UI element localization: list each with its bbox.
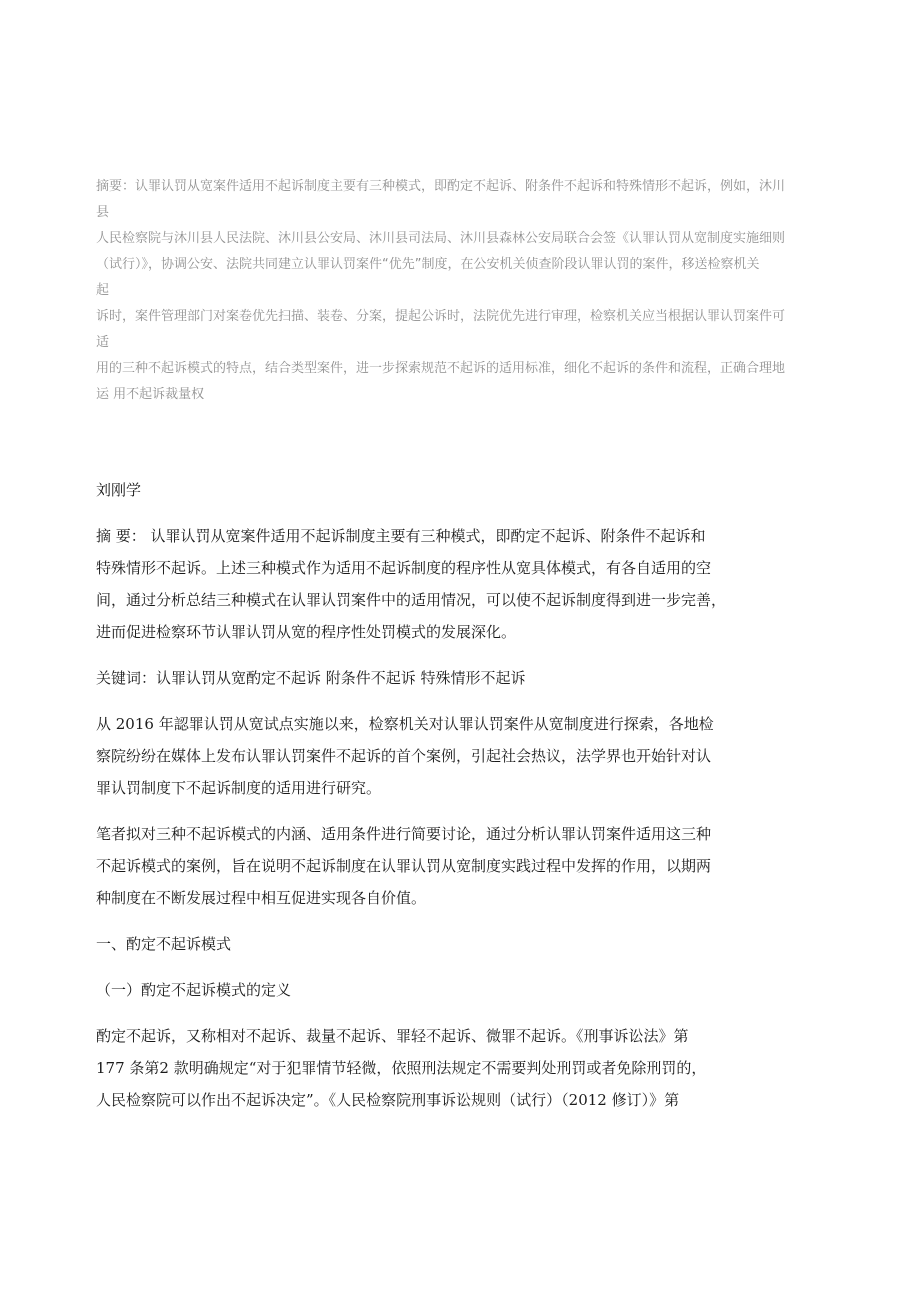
- definition-paragraph: [96, 1020, 786, 1116]
- article-body: [96, 474, 786, 1116]
- summary-line: 起: [96, 283, 110, 298]
- abstract-line: 特殊情形不起诉。上述三种模式作为适用不起诉制度的程序性从宽具体模式，有各自适用的空: [96, 559, 712, 577]
- summary-line: 适: [96, 335, 110, 350]
- abstract-line: 间，通过分析总结三种模式在认罪认罚案件中的适用情况，可以使不起诉制度得到进一步完善，: [96, 591, 727, 609]
- keywords-line: 关键词：认罪认罚从宽酌定不起诉 附条件不起诉 特殊情形不起诉: [96, 669, 526, 687]
- author-name: 刘刚学: [96, 481, 142, 499]
- summary-line: 诉时，案件管理部门对案卷优先扫描、装卷、分案，提起公诉时，法院优先进行审理，检察机关应当根据认罪认罚案件可: [96, 309, 786, 324]
- abstract-line: 进而促进检察环节认罪认罚从宽的程序性处罚模式的发展深化。: [96, 623, 517, 641]
- paragraph-line: 177 条第2 款明确规定“对于犯罪情节轻微，依照刑法规定不需要判处刑罚或者免除刑罚的，: [96, 1059, 707, 1077]
- summary-line: 运 用不起诉裁量权: [96, 387, 205, 402]
- paragraph-line: 从 2016 年認罪认罚从宽试点实施以来，检察机关对认罪认罚案件从宽制度进行探索，各地检: [96, 715, 714, 733]
- paragraph-line: 罪认罚制度下不起诉制度的适用进行研究。: [96, 779, 382, 797]
- section-heading: 一、酌定不起诉模式: [96, 935, 232, 953]
- paragraph-line: 笔者拟对三种不起诉模式的内涵、适用条件进行简要讨论，通过分析认罪认罚案件适用这三种: [96, 825, 712, 843]
- paragraph-line: 人民检察院可以作出不起诉决定”。《人民检察院刑事诉讼规则（试行）（2012 修订）》第: [96, 1091, 680, 1109]
- paragraph-line: 察院纷纷在媒体上发布认罪认罚案件不起诉的首个案例，引起社会热议，法学界也开始针对认: [96, 747, 712, 765]
- abstract-paragraph: [96, 520, 786, 648]
- purpose-paragraph: [96, 818, 786, 914]
- intro-paragraph: [96, 708, 786, 804]
- paragraph-line: 酌定不起诉，又称相对不起诉、裁量不起诉、罪轻不起诉、微罪不起诉。《刑事诉讼法》第: [96, 1027, 689, 1045]
- abstract-line: 摘 要： 认罪认罚从宽案件适用不起诉制度主要有三种模式，即酌定不起诉、附条件不起诉和: [96, 527, 706, 545]
- summary-line: 摘要：认罪认罚从宽案件适用不起诉制度主要有三种模式，即酌定不起诉、附条件不起诉和特殊情形不起诉，例如，沐川: [96, 179, 786, 194]
- subsection-heading: （一）酌定不起诉模式的定义: [96, 981, 292, 999]
- paragraph-line: 不起诉模式的案例，旨在说明不起诉制度在认罪认罚从宽制度实践过程中发挥的作用，以期两: [96, 857, 712, 875]
- summary-excerpt: [96, 174, 856, 408]
- paragraph-line: 种制度在不断发展过程中相互促进实现各自价值。: [96, 889, 427, 907]
- summary-line: 用的三种不起诉模式的特点，结合类型案件，进一步探索规范不起诉的适用标准，细化不起诉的条件和流程，正确合理地: [96, 361, 786, 376]
- summary-line: （试行）》，协调公安、法院共同建立认罪认罚案件“优先”制度，在公安机关侦查阶段认罪认罚的案件，移送检察机关: [96, 257, 760, 272]
- summary-line: 人民检察院与沐川县人民法院、沐川县公安局、沐川县司法局、沐川县森林公安局联合会签《认罪认罚从宽制度实施细则: [96, 231, 786, 246]
- summary-line: 县: [96, 205, 110, 220]
